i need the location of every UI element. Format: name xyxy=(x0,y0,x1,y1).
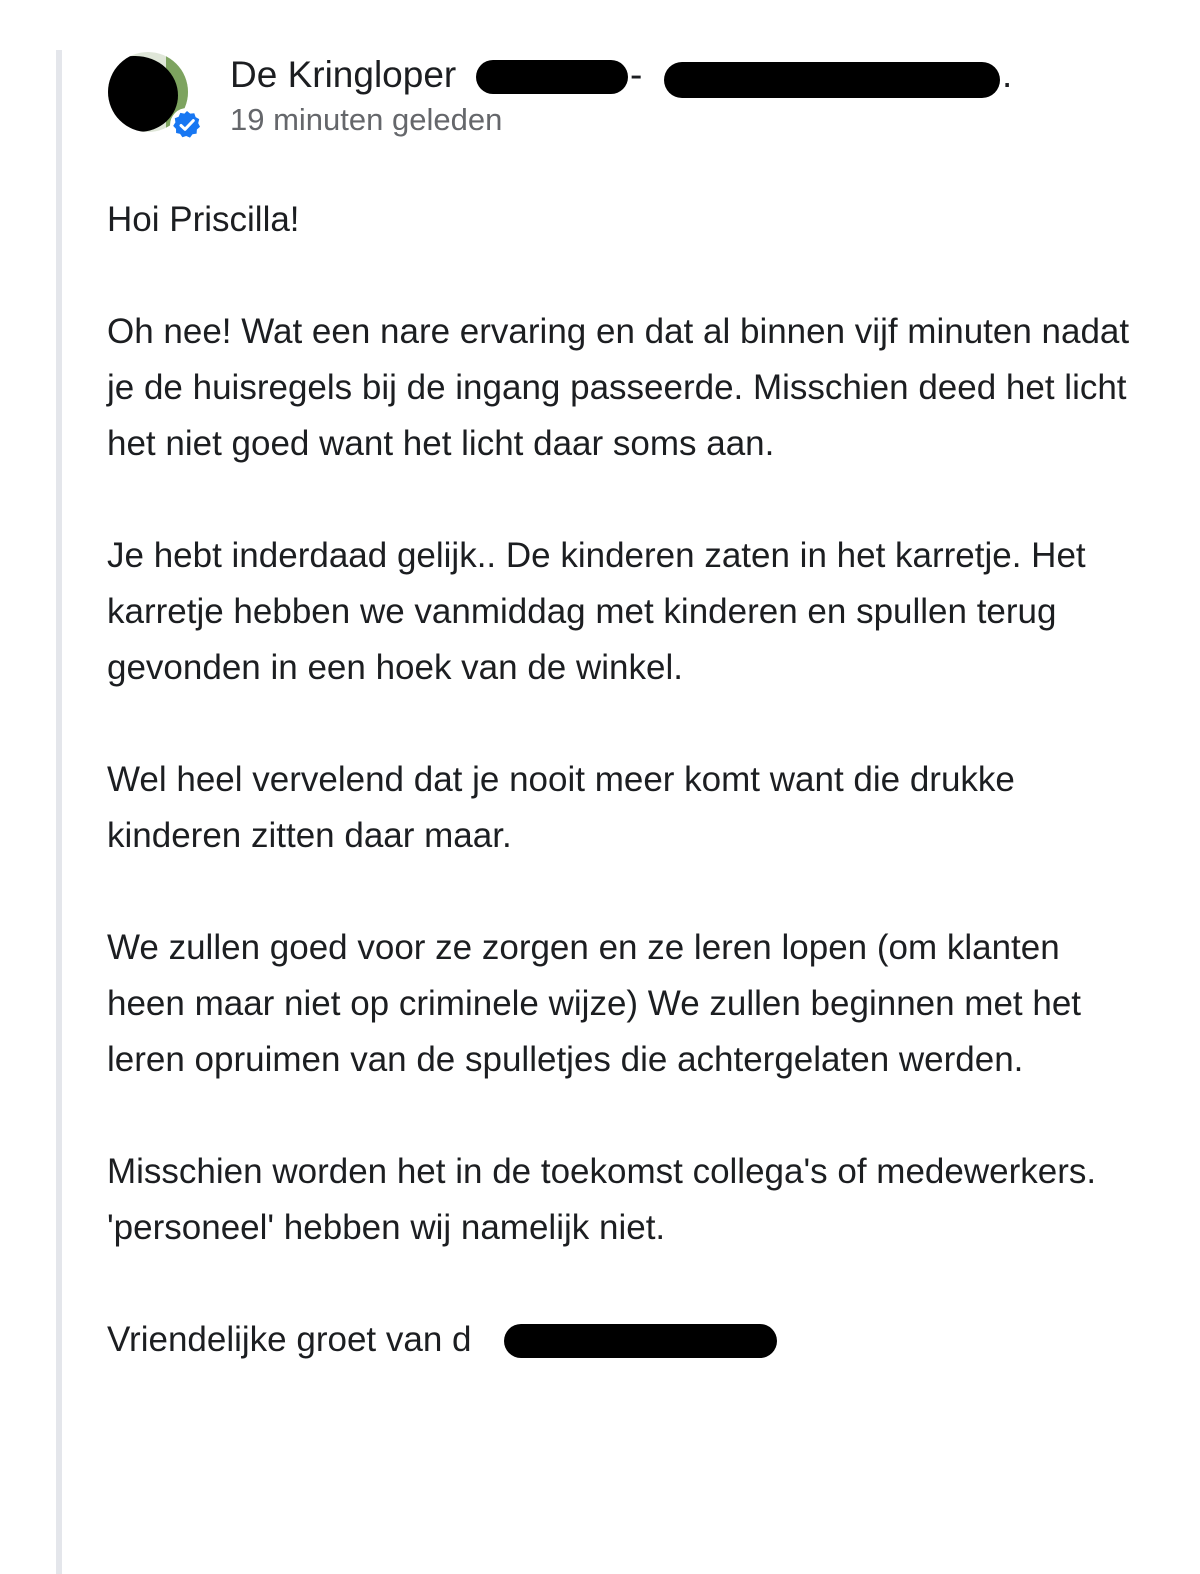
verified-badge-icon xyxy=(170,108,204,142)
author-name-row[interactable] xyxy=(230,52,1050,98)
message-signoff-paragraph xyxy=(107,1312,1147,1368)
message-body xyxy=(107,192,1147,1368)
author-name-end: . xyxy=(1002,54,1013,95)
post-timestamp[interactable]: 19 minuten geleden xyxy=(230,102,503,137)
message-paragraph: Wel heel vervelend dat je nooit meer komt want die drukke kinderen zitten daar maar. xyxy=(107,760,1015,855)
verified-badge-icon-svg xyxy=(170,108,204,142)
author-name-redaction-1 xyxy=(476,60,628,94)
message-paragraph: We zullen goed voor ze zorgen en ze leren lopen (om klanten heen maar niet op criminele wijze) We zullen beginnen met het leren opruimen van de spulletjes die achtergelaten werden. xyxy=(107,928,1082,1079)
message-paragraph: Je hebt inderdaad gelijk.. De kinderen zaten in het karretje. Het karretje hebben we vanmiddag met kinderen en spullen terug gevonden in een hoek van de winkel. xyxy=(107,536,1086,687)
message-paragraph: Oh nee! Wat een nare ervaring en dat al binnen vijf minuten nadat je de huisregels bij de ingang passeerde. Misschien deed het licht het niet goed want het licht daar soms aan. xyxy=(107,312,1130,463)
author-avatar-group[interactable] xyxy=(96,52,202,142)
author-name-dash: - xyxy=(630,54,643,95)
signoff-text: Vriendelijke groet van d xyxy=(107,1320,472,1359)
message-paragraph: Misschien worden het in de toekomst collega's of medewerkers. 'personeel' hebben wij namelijk niet. xyxy=(107,1152,1097,1247)
signoff-redaction xyxy=(504,1324,777,1358)
author-name[interactable]: De Kringloper xyxy=(230,54,457,95)
author-name-redaction-2 xyxy=(664,62,1000,98)
message-paragraph: Hoi Priscilla! xyxy=(107,200,300,239)
